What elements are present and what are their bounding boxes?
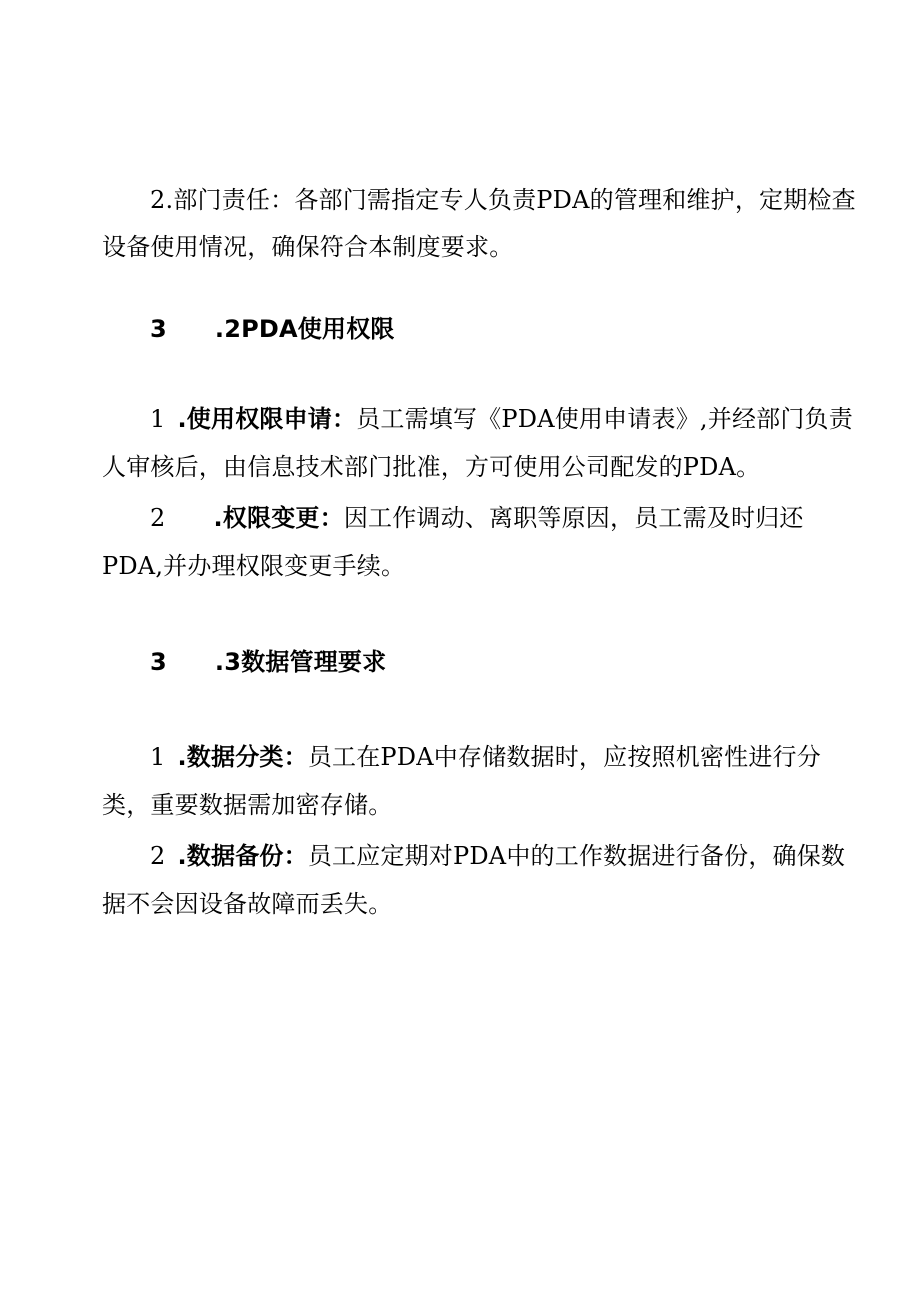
dept-responsibility-label: 部门责任： xyxy=(173,186,295,214)
permission-change-number: 2 xyxy=(150,504,166,532)
dept-responsibility-line-1 xyxy=(150,185,856,215)
dept-responsibility-line-2: 设备使用情况，确保符合本制度要求。 xyxy=(102,233,514,261)
data-classification-text: 员工在PDA中存储数据时，应按照机密性进行分 xyxy=(307,743,821,771)
section-heading-3-2 xyxy=(150,314,395,344)
permission-application-label: .使用权限申请： xyxy=(177,405,357,433)
data-backup-number: 2 xyxy=(150,842,166,870)
section-heading-3-3-title: .3数据管理要求 xyxy=(214,648,387,676)
permission-change-line-1 xyxy=(150,503,804,533)
data-classification-label: .数据分类： xyxy=(177,743,308,771)
permission-change-line-2: PDA,并办理权限变更手续。 xyxy=(102,552,406,580)
dept-responsibility-text: 各部门需指定专人负责PDA的管理和维护，定期检查 xyxy=(294,186,856,214)
section-heading-3-3-number: 3 xyxy=(150,648,167,676)
permission-application-number: 1 xyxy=(150,405,166,433)
permission-change-text: 因工作调动、离职等原因，员工需及时归还 xyxy=(343,504,804,532)
data-classification-line-1 xyxy=(150,742,821,772)
data-backup-label: .数据备份： xyxy=(177,842,308,870)
data-classification-line-2: 类，重要数据需加密存储。 xyxy=(102,791,393,819)
permission-application-line-1 xyxy=(150,404,853,434)
permission-application-text: 员工需填写《PDA使用申请表》,并经部门负责 xyxy=(356,405,853,433)
dept-responsibility-number: 2. xyxy=(150,186,174,214)
data-backup-line-2: 据不会因设备故障而丢失。 xyxy=(102,890,393,918)
data-backup-text: 员工应定期对PDA中的工作数据进行备份，确保数 xyxy=(307,842,846,870)
section-heading-3-3 xyxy=(150,647,386,677)
data-classification-number: 1 xyxy=(150,743,166,771)
permission-application-line-2: 人审核后，由信息技术部门批准，方可使用公司配发的PDA。 xyxy=(102,453,761,481)
section-heading-3-2-title: .2PDA使用权限 xyxy=(214,315,395,343)
permission-change-label: .权限变更： xyxy=(213,504,344,532)
data-backup-line-1 xyxy=(150,841,845,871)
section-heading-3-2-number: 3 xyxy=(150,315,167,343)
